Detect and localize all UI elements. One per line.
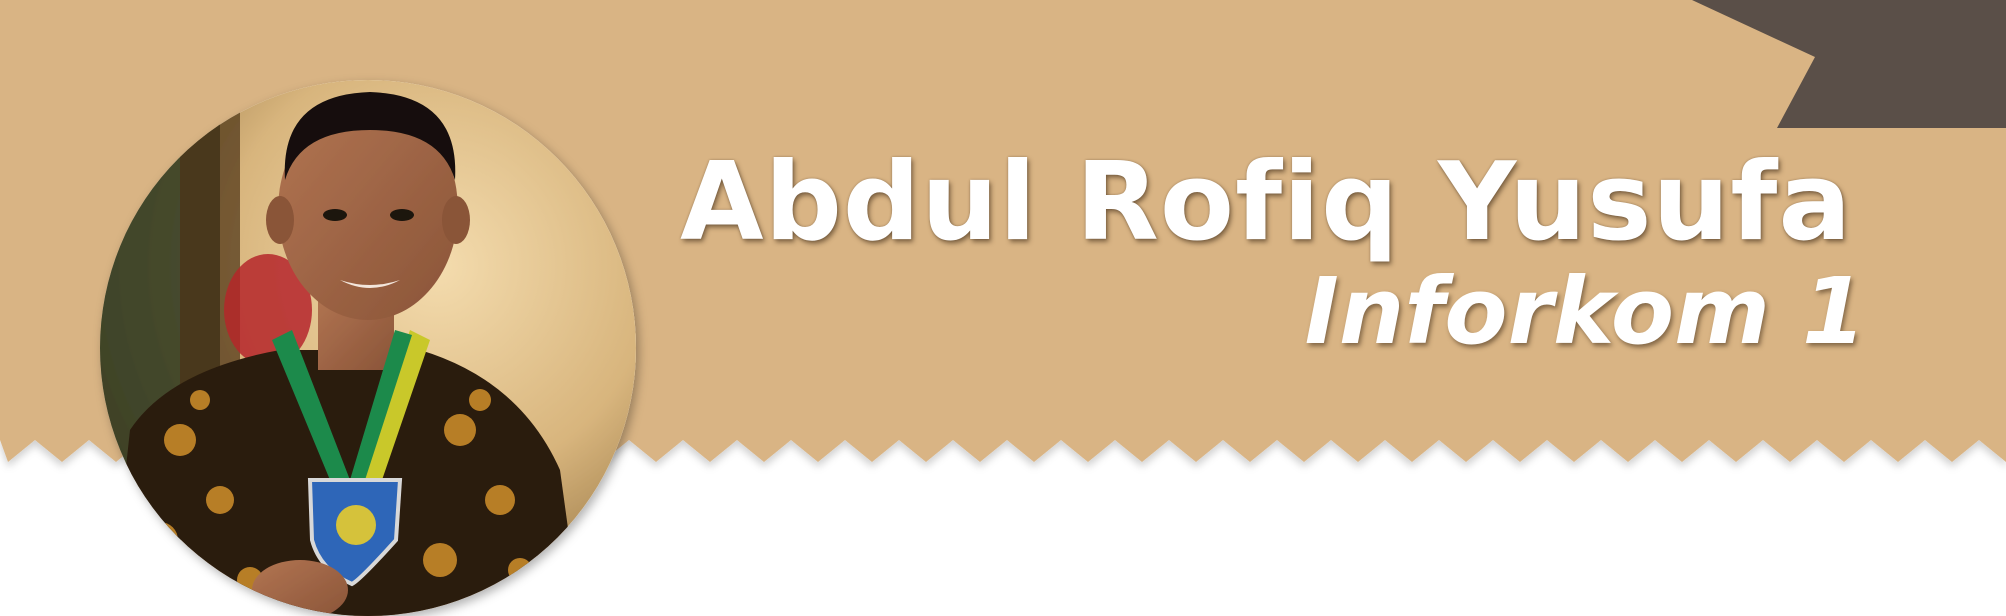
profile-unit: Inforkom 1 [1304, 258, 1866, 365]
profile-name: Abdul Rofiq Yusufa [680, 140, 1853, 265]
